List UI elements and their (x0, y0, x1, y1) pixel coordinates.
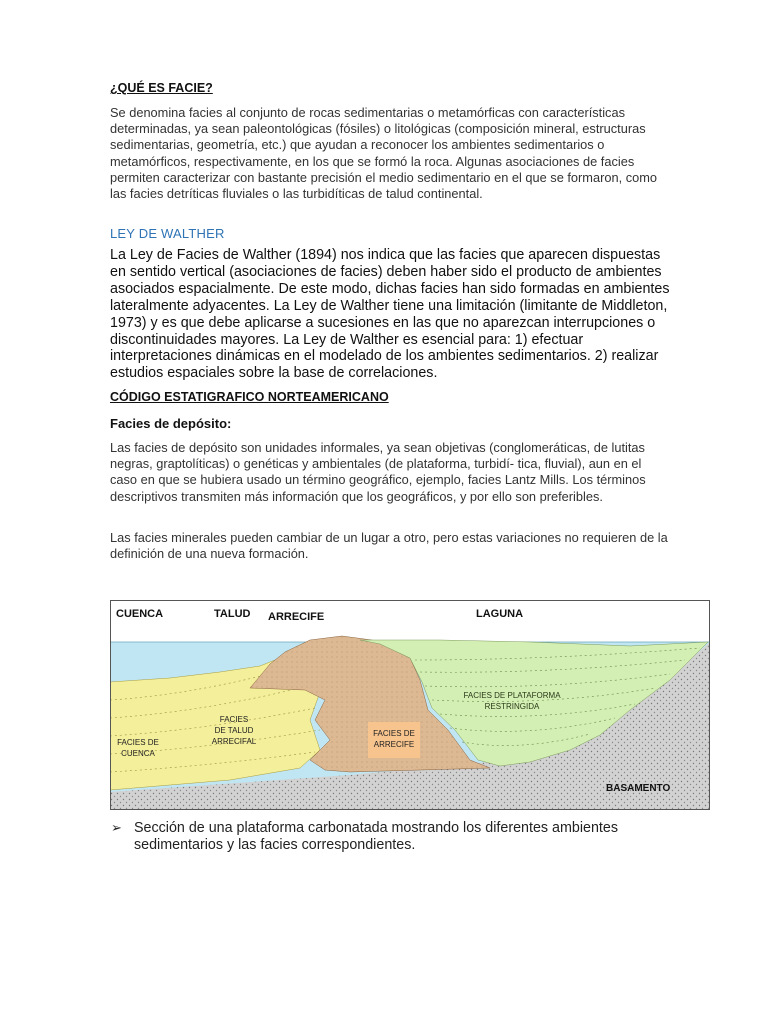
walther-law-paragraph: La Ley de Facies de Walther (1894) nos indica que las facies que aparecen dispuestas en sentido vertical (asociaciones de facies) deben haber sido el producto de ambientes asociados espacialmente. De este modo, dichas facies han sido formadas en ambientes lateralmente adyacentes. La Ley de Walther tiene una limitación (limitante de Middleton, 1973) y es que debe aplicarse a sucesiones en las que no aparezcan interrupciones o discontinuidades mayores. La Ley de Walther es esencial para: 1) efectuar interpretaciones dinámicas en el modelado de los ambientes sedimentarios. 2) realizar estudios espaciales sobre la base de correlaciones. (110, 247, 670, 382)
label-talud: TALUD (214, 608, 251, 620)
label-cuenca-facies-1: FACIES DE (117, 738, 159, 747)
subtitle-facies-de-deposito: Facies de depósito: (110, 416, 232, 431)
facies-deposito-paragraph: Las facies de depósito son unidades informales, ya sean objetivas (conglomeráticas, de lutitas negras, graptolíticas) o genéticas y ambientales (de plataforma, turbidí- tica, fluvial), aun en el caso en que se hubiera usado un término geográfico, ejemplo, facies Lantz Mills. Los términos descriptivos transmiten más información que los geográficos, y por ello son preferibles. (110, 440, 646, 504)
label-cuenca: CUENCA (116, 608, 164, 620)
label-laguna: LAGUNA (476, 608, 524, 620)
label-talud-facies-2: DE TALUD (214, 726, 254, 735)
label-plataforma-1: FACIES DE PLATAFORMA (463, 691, 561, 700)
label-arrecife-facies-2: ARRECIFE (373, 740, 415, 749)
facies-minerales-paragraph: Las facies minerales pueden cambiar de un lugar a otro, pero estas variaciones no requieren de la definición de una nueva formación. (110, 530, 668, 562)
section-title-que-es-facie: ¿QUÉ ES FACIE? (110, 81, 213, 95)
label-basamento: BASAMENTO (606, 783, 671, 794)
label-cuenca-facies-2: CUENCA (121, 749, 155, 758)
caption-bullet-icon: ➢ (111, 820, 122, 835)
label-talud-facies-3: ARRECIFAL (211, 737, 257, 746)
section-title-ley-de-walther: LEY DE WALTHER (110, 226, 225, 241)
caption-text: Sección de una plataforma carbonatada mostrando los diferentes ambientes sedimentarios y las facies correspondientes. (134, 820, 619, 853)
label-arrecife: ARRECIFE (268, 611, 325, 623)
label-plataforma-2: RESTRINGIDA (484, 702, 540, 711)
facies-definition-paragraph: Se denomina facies al conjunto de rocas sedimentarias o metamórficas con características determinadas, ya sean paleontológicas (fósiles) o litológicas (composición mineral, estructuras sedimentarias, geometría, etc.) que ayudan a reconocer los ambientes sedimentarios o metamórficos, respectivamente, en los que se formó la roca. Algunas asociaciones de facies permiten caracterizar con bastante precisión el medio sedimentario en el que se formaron, como las facies detríticas fluviales o las turbidíticas de talud continental. (110, 105, 657, 202)
carbonate-platform-diagram (110, 600, 710, 810)
figure-caption (111, 820, 674, 854)
section-title-codigo-estatigrafico: CÓDIGO ESTATIGRAFICO NORTEAMERICANO (110, 390, 389, 404)
label-talud-facies-1: FACIES (219, 715, 249, 724)
label-arrecife-facies-1: FACIES DE (373, 729, 415, 738)
